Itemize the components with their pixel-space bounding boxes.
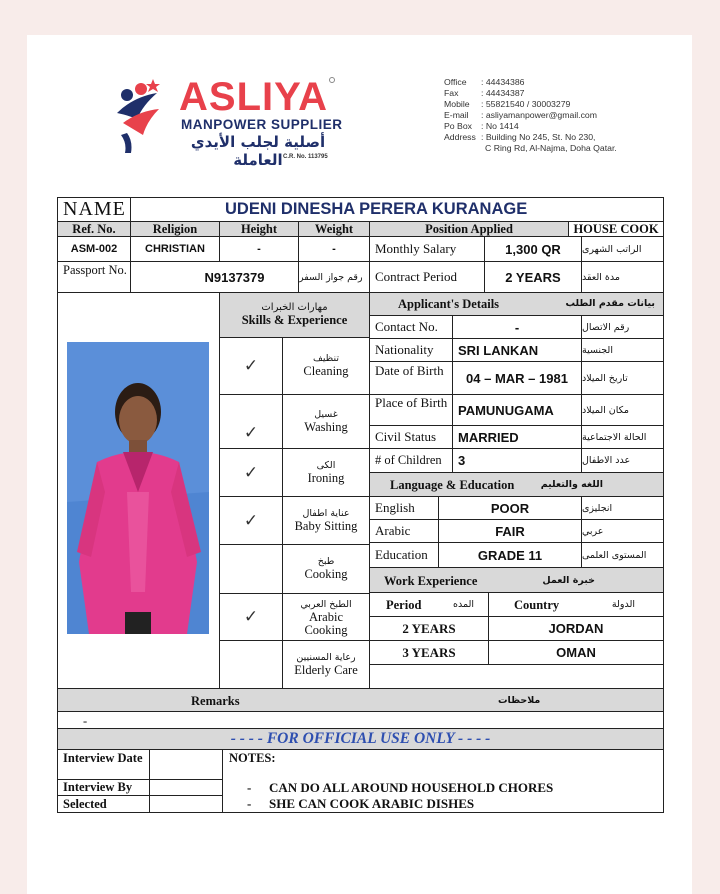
skill-arabic: غسيل bbox=[314, 408, 338, 420]
brand-arabic-name: أصلية لجلب الأيدي العاملة bbox=[190, 133, 326, 169]
contact-value: : Building No 245, St. No 230, bbox=[481, 132, 596, 142]
applicant-details-english: Applicant's Details bbox=[398, 297, 500, 311]
religion-header: Religion bbox=[130, 221, 220, 237]
selected-label: Selected bbox=[57, 795, 150, 813]
contact-address-line2: C Ring Rd, Al-Najma, Doha Qatar. bbox=[485, 143, 617, 153]
contact-label: Office bbox=[444, 77, 467, 87]
salary-label: Monthly Salary bbox=[369, 236, 485, 262]
note-text: SHE CAN COOK ARABIC DISHES bbox=[269, 796, 475, 811]
skill-english: Baby Sitting bbox=[294, 518, 358, 533]
language-header-arabic: اللغه والتعليم bbox=[540, 479, 603, 490]
work-period-header bbox=[369, 592, 489, 617]
work-country-header bbox=[488, 592, 664, 617]
skill-check-washing: ✓ bbox=[219, 394, 283, 449]
skill-check-arabic-cooking: ✓ bbox=[219, 593, 283, 641]
notes-cell bbox=[222, 749, 664, 813]
contact-label: Mobile bbox=[444, 99, 470, 109]
official-use-banner: - - - - FOR OFFICIAL USE ONLY - - - - bbox=[57, 728, 664, 750]
language-label: Arabic bbox=[369, 519, 439, 543]
detail-value: SRI LANKAN bbox=[452, 338, 582, 362]
name-label: NAME bbox=[57, 197, 131, 222]
detail-value: - bbox=[452, 315, 582, 339]
skill-check-cooking bbox=[219, 544, 283, 594]
skill-arabic: الطبخ العربي bbox=[300, 598, 352, 610]
skill-english: Washing bbox=[304, 419, 348, 434]
ref-value: ASM-002 bbox=[57, 236, 131, 262]
detail-value: PAMUNUGAMA bbox=[452, 394, 582, 426]
skill-ironing bbox=[282, 448, 370, 497]
applicant-details-arabic: بيانات مقدم الطلب bbox=[565, 298, 655, 309]
skill-check-cleaning: ✓ bbox=[219, 337, 283, 395]
brand-name: ASLIYA bbox=[179, 75, 329, 119]
detail-value: MARRIED bbox=[452, 425, 582, 449]
interview-date-label: Interview Date bbox=[57, 749, 150, 780]
passport-arabic: رقم جواز السفر bbox=[298, 261, 370, 293]
company-logo-icon bbox=[113, 75, 163, 155]
height-value: - bbox=[219, 236, 299, 262]
ref-header: Ref. No. bbox=[57, 221, 131, 237]
height-header: Height bbox=[219, 221, 299, 237]
detail-arabic: الجنسية bbox=[581, 338, 664, 362]
skill-english: Elderly Care bbox=[294, 662, 358, 677]
skill-english: Cooking bbox=[304, 567, 348, 581]
contract-arabic: مدة العقد bbox=[581, 261, 664, 293]
detail-arabic: رقم الاتصال bbox=[581, 315, 664, 339]
skill-check-baby-sitting: ✓ bbox=[219, 496, 283, 545]
work-country-arabic: الدولة bbox=[611, 599, 635, 610]
work-header-english: Work Experience bbox=[384, 574, 478, 588]
note-item: - CAN DO ALL AROUND HOUSEHOLD CHORES bbox=[247, 780, 554, 795]
work-experience-header bbox=[369, 567, 664, 593]
skill-arabic: رعاية المسنيين bbox=[296, 651, 356, 663]
skill-cleaning bbox=[282, 337, 370, 395]
passport-label: Passport No. bbox=[57, 261, 131, 293]
language-arabic: عربي bbox=[581, 519, 664, 543]
work-period-label: Period bbox=[386, 598, 422, 612]
interview-date-value bbox=[149, 749, 223, 780]
language-label: English bbox=[369, 496, 439, 520]
contact-label: E-mail bbox=[444, 110, 469, 120]
skill-cooking bbox=[282, 544, 370, 594]
education-label: Education bbox=[369, 542, 439, 568]
work-country-value: OMAN bbox=[488, 640, 664, 665]
cr-number: C.R. No. 113795 bbox=[283, 154, 328, 160]
work-header-arabic: خبرة العمل bbox=[542, 575, 595, 586]
skill-arabic: الكى bbox=[316, 459, 336, 471]
work-country-label: Country bbox=[514, 598, 560, 612]
weight-header: Weight bbox=[298, 221, 370, 237]
contract-label: Contract Period bbox=[369, 261, 485, 293]
contact-value: : asliyamanpower@gmail.com bbox=[481, 110, 598, 120]
skill-washing bbox=[282, 394, 370, 449]
detail-arabic: تاريخ الميلاد bbox=[581, 361, 664, 395]
religion-value: CHRISTIAN bbox=[130, 236, 220, 262]
work-period-arabic: المده bbox=[453, 599, 474, 610]
contact-label: Fax bbox=[444, 88, 459, 98]
detail-label: Civil Status bbox=[369, 425, 453, 449]
contact-value: : No 1414 bbox=[481, 121, 519, 131]
selected-value bbox=[149, 795, 223, 813]
language-value: FAIR bbox=[438, 519, 582, 543]
notes-label: NOTES: bbox=[229, 751, 276, 765]
detail-label: Date of Birth bbox=[369, 361, 453, 395]
contact-value: : 44434387 bbox=[481, 88, 525, 98]
detail-arabic: مكان الميلاد bbox=[581, 394, 664, 426]
registered-mark-icon bbox=[329, 77, 335, 83]
language-arabic: انجليزى bbox=[581, 496, 664, 520]
salary-value: 1,300 QR bbox=[484, 236, 582, 262]
skills-header-arabic: مهارات الخبرات bbox=[261, 302, 328, 313]
skill-baby-sitting bbox=[282, 496, 370, 545]
position-value: HOUSE COOK bbox=[568, 221, 664, 237]
position-header: Position Applied bbox=[369, 221, 569, 237]
cv-page bbox=[27, 35, 692, 894]
remarks-label: Remarks bbox=[191, 694, 240, 708]
work-country-value: JORDAN bbox=[488, 616, 664, 641]
skills-header-english: Skills & Experience bbox=[241, 313, 348, 327]
work-empty-row bbox=[369, 664, 664, 689]
contract-value: 2 YEARS bbox=[484, 261, 582, 293]
name-value: UDENI DINESHA PERERA KURANAGE bbox=[130, 197, 664, 222]
detail-arabic: عدد الاطفال bbox=[581, 448, 664, 473]
weight-value: - bbox=[298, 236, 370, 262]
detail-label: Contact No. bbox=[369, 315, 453, 339]
work-period-value: 3 YEARS bbox=[369, 640, 489, 665]
detail-arabic: الحالة الاجتماعية bbox=[581, 425, 664, 449]
detail-label: Nationality bbox=[369, 338, 453, 362]
contact-label: Po Box bbox=[444, 121, 473, 131]
contact-block bbox=[444, 77, 684, 154]
interview-by-value bbox=[149, 779, 223, 796]
detail-value: 04 – MAR – 1981 bbox=[452, 361, 582, 395]
language-header-english: Language & Education bbox=[390, 478, 515, 492]
language-education-header bbox=[369, 472, 664, 497]
skill-elderly-care bbox=[282, 640, 370, 689]
remarks-header bbox=[57, 688, 664, 712]
skill-english: Arabic Cooking bbox=[304, 609, 348, 637]
detail-value: 3 bbox=[452, 448, 582, 473]
note-text: CAN DO ALL AROUND HOUSEHOLD CHORES bbox=[269, 780, 554, 795]
skill-check-elderly-care bbox=[219, 640, 283, 689]
passport-value: N9137379 bbox=[130, 261, 299, 293]
skill-arabic-cooking bbox=[282, 593, 370, 641]
skill-english: Ironing bbox=[307, 470, 345, 485]
detail-label: Place of Birth bbox=[369, 394, 453, 426]
contact-value: : 55821540 / 30003279 bbox=[481, 99, 571, 109]
note-item: - SHE CAN COOK ARABIC DISHES bbox=[247, 796, 475, 811]
work-period-value: 2 YEARS bbox=[369, 616, 489, 641]
education-arabic: المستوى العلمى bbox=[581, 542, 664, 568]
contact-value: : 44434386 bbox=[481, 77, 525, 87]
skills-header bbox=[219, 292, 370, 338]
contact-label: Address bbox=[444, 132, 476, 142]
detail-label: # of Children bbox=[369, 448, 453, 473]
interview-by-label: Interview By bbox=[57, 779, 150, 796]
remarks-value: - bbox=[57, 711, 664, 729]
skill-arabic: طبخ bbox=[317, 556, 335, 567]
skill-arabic: تنظيف bbox=[312, 353, 339, 364]
language-value: POOR bbox=[438, 496, 582, 520]
skill-check-ironing: ✓ bbox=[219, 448, 283, 497]
applicant-details-header bbox=[369, 292, 664, 316]
education-value: GRADE 11 bbox=[438, 542, 582, 568]
skill-arabic: عناية اطفال bbox=[302, 507, 350, 519]
skill-english: Cleaning bbox=[303, 364, 349, 378]
remarks-arabic: ملاحظات bbox=[498, 695, 541, 706]
applicant-photo bbox=[67, 342, 209, 634]
salary-arabic: الراتب الشهرى bbox=[581, 236, 664, 262]
brand-tagline: MANPOWER SUPPLIER bbox=[181, 117, 343, 132]
